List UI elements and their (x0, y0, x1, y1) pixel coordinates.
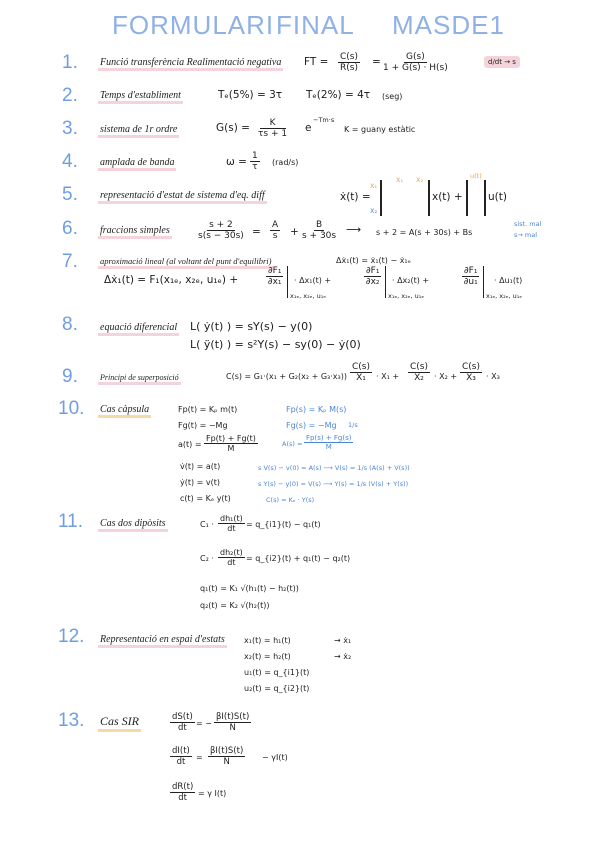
unit-label: (seg) (382, 92, 403, 101)
fraction (250, 151, 260, 172)
equation: x₂(t) = h₂(t) (244, 652, 291, 661)
exponential: e (305, 122, 312, 134)
subscript: x₁ₑ, x₂ₑ, u₁ₑ (290, 292, 327, 300)
equation: v̇(t) = a(t) (180, 462, 221, 471)
equation: c(t) = Kₑ y(t) (180, 494, 231, 503)
equation: C₂ · (200, 554, 214, 563)
note: K = guany estàtic (344, 125, 416, 134)
equation: u₁(t) = q_{i1}(t) (244, 668, 310, 677)
laplace-equation: Fp(s) = Kₚ M(s) (286, 405, 347, 414)
numerator: Fp(t) + Fg(t) (206, 434, 256, 443)
fraction (302, 220, 336, 241)
side-note: s→ mal (514, 231, 538, 239)
numerator: ∂F₁ (268, 266, 282, 276)
equation: = − (196, 719, 212, 728)
matrix-col-label: X₂ (416, 176, 424, 184)
numerator: A (272, 220, 279, 230)
equation: − γI(t) (262, 753, 288, 762)
numerator: dR(t) (172, 782, 194, 792)
equation: Fg(t) = −Mg (178, 421, 228, 430)
input-matrix (466, 180, 486, 216)
laplace-equation: C(s) = Kₑ · Y(s) (266, 496, 315, 504)
denominator: s + 30s (302, 231, 337, 241)
equals-sign: = (372, 56, 381, 68)
title-word-masde1: MASDE1 (392, 10, 505, 40)
section-number: 6. (62, 218, 78, 239)
laplace-equation: s Y(s) − y(0) = V(s) ⟶ Y(s) = 1/s (V(s) + Y(s)) (258, 480, 409, 488)
numerator: G(s) (406, 52, 425, 62)
equation: u₂(t) = q_{i2}(t) (244, 684, 310, 693)
section-number: 1. (62, 52, 78, 73)
fraction (170, 712, 195, 733)
section-number: 11. (58, 511, 84, 532)
section-label: Principi de superposició (98, 373, 181, 385)
section-label: aproximació lineal (al voltant del punt d'equilibri) (98, 256, 273, 269)
numerator: C(s) (352, 362, 370, 372)
numerator: s + 2 (209, 220, 233, 230)
section-label: Representació en espai d'estats (98, 634, 227, 648)
equation: = γ I(t) (198, 789, 227, 798)
equation: ẏ(t) = v(t) (180, 478, 221, 487)
section-number: 3. (62, 118, 78, 139)
numerator: C(s) (410, 362, 428, 372)
fraction (208, 746, 245, 767)
equation: · Δx₁(t) + (294, 276, 332, 285)
equation: C₁ · (200, 520, 214, 529)
section-number: 2. (62, 85, 78, 106)
numerator: ∂F₁ (366, 266, 380, 276)
side-note: sist. mal (514, 220, 542, 228)
section-number: 4. (62, 151, 78, 172)
denominator: s (272, 231, 278, 241)
evaluation-bar (287, 266, 288, 298)
evaluation-bar (483, 266, 484, 298)
equation: x₁(t) = h₁(t) (244, 636, 291, 645)
section-label: fraccions simples (98, 225, 172, 239)
numerator: dI(t) (172, 746, 190, 756)
equation: G(s) = (216, 122, 250, 134)
fraction (383, 52, 448, 73)
equation: · X₂ + (434, 372, 458, 381)
denominator: X₃ (466, 373, 476, 383)
subscript: x₁ₑ, x₂ₑ, u₁ₑ (486, 292, 523, 300)
section-label: equació diferencial (98, 322, 179, 336)
plus-sign: + (290, 226, 299, 238)
fraction (170, 746, 192, 767)
denominator: dt (227, 558, 236, 567)
equation: Δẋ₁(t) = F₁(x₁ₑ, x₂ₑ, u₁ₑ) + (104, 274, 239, 286)
fraction (350, 362, 372, 383)
numerator: Fp(s) + Fg(s) (306, 434, 352, 442)
subscript: x₁ₑ, x₂ₑ, u₁ₑ (388, 292, 425, 300)
section-number: 8. (62, 314, 78, 335)
denominator: R(s) (340, 63, 358, 73)
equation: s + 2 = A(s + 30s) + Bs (376, 228, 473, 237)
unit-label: (rad/s) (272, 158, 299, 167)
equation: ω = (226, 156, 247, 168)
denominator: N (223, 757, 230, 767)
laplace-factor: 1/s (348, 421, 358, 429)
state-arrow: → ẋ₁ (334, 636, 352, 645)
partial-derivative (462, 266, 479, 287)
exponent: −Tm·s (313, 116, 335, 124)
denominator: ∂x₁ (267, 277, 282, 287)
fraction (270, 220, 280, 241)
fraction (460, 362, 482, 383)
equation: Tₑ(2%) = 4τ (306, 89, 371, 101)
evaluation-bar (385, 266, 386, 298)
laplace-equation: A(s) = (282, 440, 303, 448)
denominator: ∂u₁ (463, 277, 478, 287)
equation: x(t) + (432, 191, 463, 203)
equation: = q_{i2}(t) + q₁(t) − q₂(t) (246, 554, 351, 563)
denominator: dt (178, 793, 187, 803)
numerator: dh₂(t) (220, 548, 243, 557)
denominator: s(s − 30s) (198, 231, 244, 241)
matrix-row-label: X₂ (370, 207, 378, 215)
denominator: N (229, 723, 236, 733)
denominator: X₂ (414, 373, 424, 383)
equation: L( ÿ(t) ) = s²Y(s) − sy(0) − ẏ(0) (190, 338, 361, 351)
section-number: 10. (58, 398, 85, 419)
matrix-row-label: X₁ (370, 182, 378, 190)
section-number: 7. (62, 251, 78, 272)
section-label: Funció transferència Realimentació negativa (98, 57, 283, 71)
denominator: X₁ (356, 373, 366, 383)
fraction (214, 712, 251, 733)
laplace-note-badge: d/dt → s (484, 56, 520, 68)
numerator: C(s) (462, 362, 480, 372)
denominator: M (227, 444, 235, 453)
section-label: amplada de banda (98, 157, 176, 171)
denominator: dt (176, 757, 186, 767)
denominator: 1 + G(s) · H(s) (383, 63, 448, 73)
section-number: 5. (62, 184, 78, 205)
equation: a(t) = (178, 440, 202, 449)
title-word-formulari: FORMULARI (112, 10, 275, 40)
equation: · Δu₁(t) (494, 276, 523, 285)
numerator: K (260, 118, 286, 129)
section-label: Temps d'establiment (98, 90, 183, 104)
equation: Fp(t) = Kₚ m(t) (178, 405, 238, 414)
fraction (218, 514, 245, 533)
fraction (258, 118, 287, 139)
section-number: 13. (58, 710, 85, 731)
section-number: 9. (62, 366, 78, 387)
numerator: dS(t) (172, 712, 193, 722)
denominator: M (325, 443, 332, 451)
state-matrix (380, 180, 430, 216)
section-number: 12. (58, 626, 85, 647)
equation: FT = (304, 56, 329, 68)
numerator: βI(t)S(t) (210, 746, 244, 756)
arrow-icon: ⟶ (346, 224, 362, 236)
matrix-col-label: X₁ (396, 176, 404, 184)
equation: q₂(t) = K₂ √(h₂(t)) (200, 601, 270, 610)
equation: ẋ(t) = (340, 191, 371, 203)
equation: = q_{i1}(t) − q₁(t) (246, 520, 321, 529)
denominator: ∂x₂ (365, 277, 380, 287)
partial-derivative (364, 266, 381, 287)
numerator: C(s) (340, 52, 358, 62)
numerator: dh₁(t) (220, 514, 243, 523)
equation: · X₁ + (376, 372, 400, 381)
equation: q₁(t) = K₁ √(h₁(t) − h₂(t)) (200, 584, 299, 593)
denominator: τ (252, 162, 258, 172)
section-label: Cas dos dipòsits (98, 518, 168, 532)
state-arrow: → ẋ₂ (334, 652, 352, 661)
partial-derivative (266, 266, 283, 287)
equation: · Δx₂(t) + (392, 276, 430, 285)
denominator: τs + 1 (258, 129, 288, 139)
numerator: βI(t)S(t) (216, 712, 250, 722)
equation: Δẋ₁(t) = ẋ₁(t) − ẋ₁ₑ (336, 256, 411, 265)
equation: u(t) (488, 191, 507, 203)
fraction (170, 782, 195, 803)
numerator: ∂F₁ (464, 266, 478, 276)
equation: · X₃ (486, 372, 500, 381)
title-word-final: FINAL (276, 10, 355, 40)
laplace-equation: Fg(s) = −Mg (286, 421, 337, 430)
section-label: sistema de 1r ordre (98, 124, 179, 138)
fraction (198, 220, 244, 241)
denominator: dt (227, 524, 236, 533)
fraction (218, 548, 245, 567)
laplace-equation: s V(s) − v(0) = A(s) ⟶ V(s) = 1/s (A(s) + V(s)) (258, 464, 410, 472)
equation: L( ẏ(t) ) = sY(s) − y(0) (190, 320, 313, 333)
numerator: 1 (252, 151, 258, 161)
section-label: representació d'estat de sistema d'eq. diff (98, 190, 267, 204)
equals-sign: = (252, 226, 261, 238)
fraction (338, 52, 360, 73)
equation: = (196, 753, 203, 762)
equation: Tₑ(5%) = 3τ (218, 89, 283, 101)
matrix-col-label: u(t) (470, 172, 482, 180)
fraction (204, 434, 258, 453)
fraction (304, 434, 353, 451)
numerator: B (315, 220, 323, 230)
section-label: Cas càpsula (98, 404, 151, 418)
equation: C(s) = G₁·(x₁ + G₂(x₂ + G₃·x₃)) (226, 372, 347, 381)
denominator: dt (178, 723, 187, 733)
fraction (408, 362, 430, 383)
section-label: Cas SIR (98, 714, 141, 732)
